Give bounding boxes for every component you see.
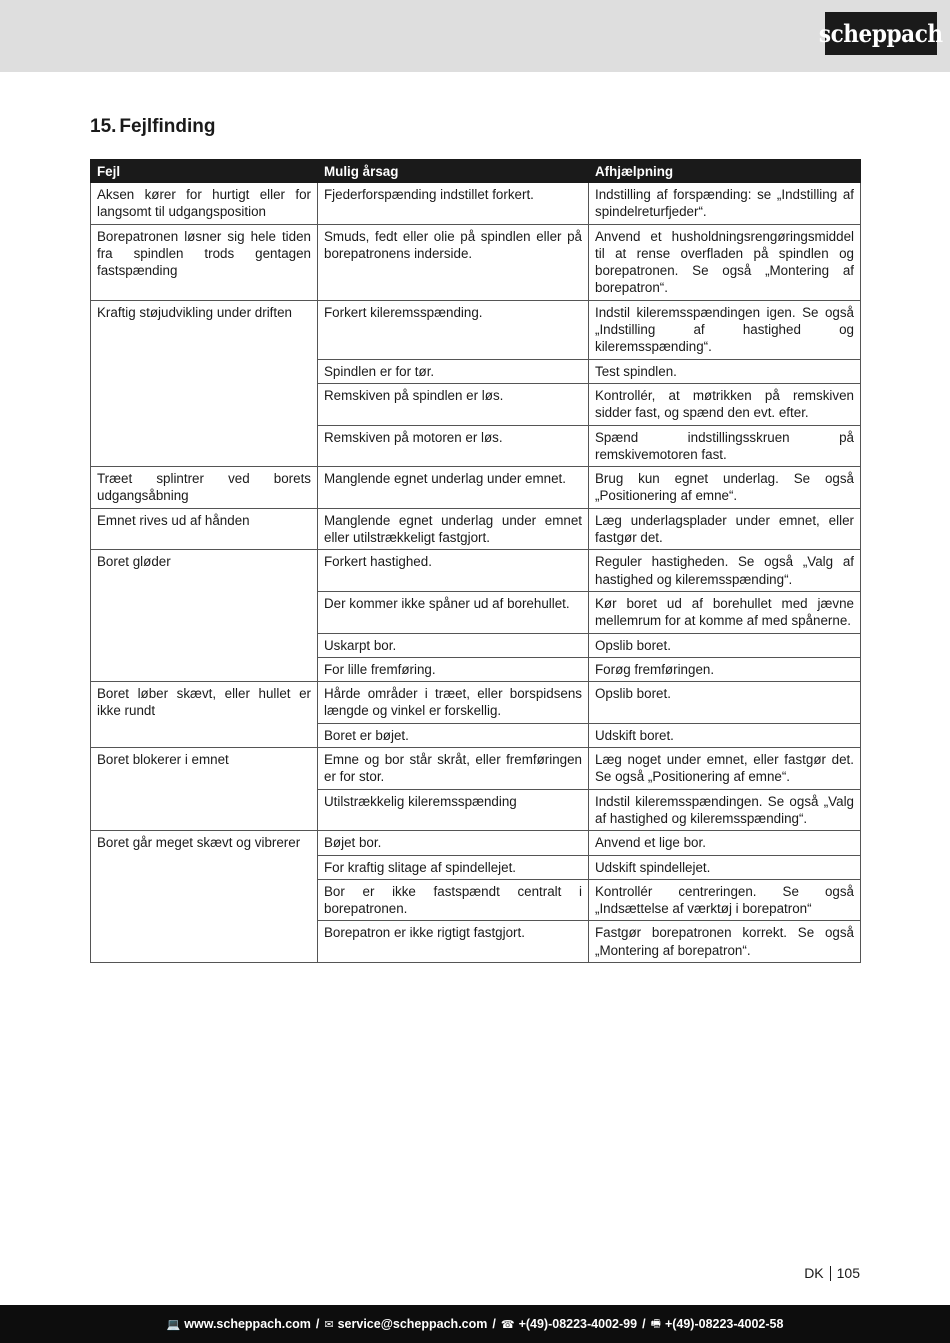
fault-cell: Emnet rives ud af hånden [91, 508, 318, 550]
remedy-cell: Kontrollér, at møtrikken på remskiven sidder fast, og spænd den evt. efter. [589, 383, 861, 425]
remedy-cell: Fastgør borepatronen korrekt. Se også „Montering af borepatron“. [589, 921, 861, 963]
cause-cell: Bor er ikke fastspændt centralt i borepatronen. [318, 879, 589, 921]
section-number: 15. [90, 116, 117, 137]
fault-cell: Boret løber skævt, eller hullet er ikke rundt [91, 682, 318, 748]
table-row [91, 467, 861, 509]
mail-icon: ✉ [324, 1318, 334, 1331]
footer-phone: +(49)-08223-4002-99 [518, 1317, 638, 1331]
remedy-cell: Test spindlen. [589, 359, 861, 383]
remedy-cell: Udskift spindellejet. [589, 855, 861, 879]
header-bar [0, 0, 950, 72]
footer-separator: / [492, 1317, 496, 1331]
computer-icon: 💻 [166, 1318, 181, 1331]
fax-icon: 🖷 [650, 1317, 661, 1330]
phone-icon: ☎ [500, 1318, 515, 1331]
footer-separator: / [315, 1317, 320, 1331]
cause-cell: Uskarpt bor. [318, 633, 589, 657]
table-row [91, 682, 861, 724]
remedy-cell: Anvend et husholdningsrengøringsmiddel til at rense overfladen på spindlen og borepatronen. Se også „Montering af borepatron“. [589, 224, 861, 300]
remedy-cell: Kontrollér centreringen. Se også „Indsættelse af værktøj i borepatron“ [589, 879, 861, 921]
cause-cell: Hårde områder i træet, eller borspidsens længde og vinkel er forskellig. [318, 682, 589, 724]
table-row [91, 748, 861, 790]
cause-cell: Manglende egnet underlag under emnet eller utilstrækkeligt fastgjort. [318, 508, 589, 550]
cause-cell: For lille fremføring. [318, 657, 589, 681]
fault-cell: Træet splintrer ved borets udgangsåbning [91, 467, 318, 509]
column-header-fault: Fejl [91, 160, 318, 183]
footer-fax: +(49)-08223-4002-58 [664, 1317, 784, 1331]
table-row [91, 831, 861, 855]
table-body [91, 183, 861, 963]
remedy-cell: Udskift boret. [589, 723, 861, 747]
remedy-cell: Forøg fremføringen. [589, 657, 861, 681]
remedy-cell: Opslib boret. [589, 682, 861, 724]
cause-cell: Smuds, fedt eller olie på spindlen eller på borepatronens inderside. [318, 224, 589, 300]
remedy-cell: Brug kun egnet underlag. Se også „Positionering af emne“. [589, 467, 861, 509]
cause-cell: Remskiven på motoren er løs. [318, 425, 589, 467]
remedy-cell: Læg noget under emnet, eller fastgør det. Se også „Positionering af emne“. [589, 748, 861, 790]
footer-email[interactable]: service@scheppach.com [337, 1317, 488, 1331]
page-number-divider [830, 1266, 831, 1281]
remedy-cell: Indstil kileremsspændingen igen. Se også „Indstilling af hastighed og kileremsspænding“. [589, 300, 861, 359]
table-header-row [91, 160, 861, 183]
table-row [91, 183, 861, 225]
page-number [804, 1265, 860, 1281]
troubleshooting-table [90, 159, 861, 963]
cause-cell: Spindlen er for tør. [318, 359, 589, 383]
cause-cell: Fjederforspænding indstillet forkert. [318, 183, 589, 225]
cause-cell: Forkert kileremsspænding. [318, 300, 589, 359]
remedy-cell: Opslib boret. [589, 633, 861, 657]
cause-cell: Remskiven på spindlen er løs. [318, 383, 589, 425]
page-number-value: 105 [836, 1265, 860, 1281]
remedy-cell: Læg underlagsplader under emnet, eller fastgør det. [589, 508, 861, 550]
cause-cell: Utilstrækkelig kileremsspænding [318, 789, 589, 831]
fault-cell: Aksen kører for hurtigt eller for langsomt til udgangsposition [91, 183, 318, 225]
cause-cell: For kraftig slitage af spindellejet. [318, 855, 589, 879]
footer-separator: / [642, 1317, 646, 1331]
cause-cell: Forkert hastighed. [318, 550, 589, 592]
fault-cell: Boret går meget skævt og vibrerer [91, 831, 318, 963]
footer-website[interactable]: www.scheppach.com [184, 1317, 311, 1331]
page-language: DK [804, 1265, 824, 1281]
fault-cell: Boret blokerer i emnet [91, 748, 318, 831]
cause-cell: Der kommer ikke spåner ud af borehullet. [318, 591, 589, 633]
remedy-cell: Kør boret ud af borehullet med jævne mellemrum for at komme af med spånerne. [589, 591, 861, 633]
cause-cell: Boret er bøjet. [318, 723, 589, 747]
section-title [90, 116, 215, 138]
table-row [91, 508, 861, 550]
column-header-cause: Mulig årsag [318, 160, 589, 183]
table-row [91, 550, 861, 592]
fault-cell: Kraftig støjudvikling under driften [91, 300, 318, 466]
cause-cell: Borepatron er ikke rigtigt fastgjort. [318, 921, 589, 963]
cause-cell: Manglende egnet underlag under emnet. [318, 467, 589, 509]
fault-cell: Boret gløder [91, 550, 318, 682]
cause-cell: Emne og bor står skråt, eller fremføringen er for stor. [318, 748, 589, 790]
footer-bar [0, 1305, 950, 1343]
column-header-remedy: Afhjælpning [589, 160, 861, 183]
section-title-text: Fejlfinding [119, 116, 216, 137]
fault-cell: Borepatronen løsner sig hele tiden fra spindlen trods gentagen fastspænding [91, 224, 318, 300]
scheppach-logo: scheppach [825, 12, 937, 55]
remedy-cell: Reguler hastigheden. Se også „Valg af hastighed og kileremsspænding“. [589, 550, 861, 592]
remedy-cell: Indstil kileremsspændingen. Se også „Valg af hastighed og kileremsspænding“. [589, 789, 861, 831]
table-row [91, 300, 861, 359]
remedy-cell: Spænd indstillingsskruen på remskivemotoren fast. [589, 425, 861, 467]
remedy-cell: Anvend et lige bor. [589, 831, 861, 855]
remedy-cell: Indstilling af forspænding: se „Indstilling af spindelreturfjeder“. [589, 183, 861, 225]
table-row [91, 224, 861, 300]
cause-cell: Bøjet bor. [318, 831, 589, 855]
